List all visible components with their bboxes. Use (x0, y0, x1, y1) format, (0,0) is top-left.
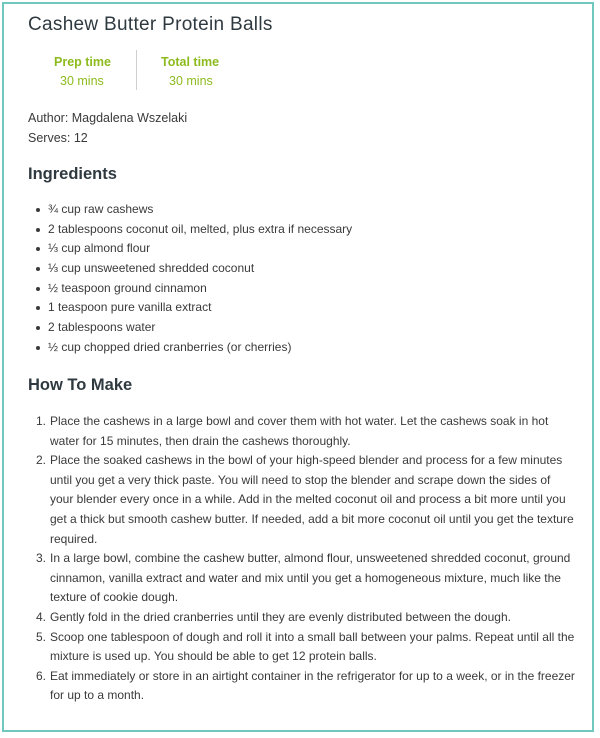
prep-time-label: Prep time (54, 55, 111, 69)
step-text: Eat immediately or store in an airtight container in the refrigerator for up to a week, or in the freezer for up to a month. (50, 668, 575, 703)
total-time-value: 30 mins (169, 74, 213, 88)
ingredients-list (48, 200, 352, 358)
bullet-icon (36, 247, 40, 251)
recipe-times (28, 50, 268, 92)
bullet-icon (36, 346, 40, 350)
step-item (28, 667, 576, 706)
prep-time-value: 30 mins (60, 74, 104, 88)
ingredient-text: 2 tablespoons coconut oil, melted, plus extra if necessary (48, 221, 353, 236)
bullet-icon (36, 267, 40, 271)
bullet-icon (36, 306, 40, 310)
ingredient-text: ⅓ cup unsweetened shredded coconut (48, 261, 255, 276)
ingredient-text: ⅓ cup almond flour (48, 241, 151, 256)
ingredient-text: 2 tablespoons water (48, 320, 156, 335)
recipe-author: Author: Magdalena Wszelaki (28, 111, 188, 125)
recipe-card (2, 2, 594, 732)
step-number: 1. (36, 414, 47, 428)
ingredient-item (48, 338, 352, 358)
ingredient-item (48, 298, 352, 318)
step-number: 5. (36, 629, 47, 644)
step-item (28, 451, 576, 549)
ingredient-item (48, 259, 352, 279)
ingredient-item (48, 200, 352, 220)
ingredient-item (48, 279, 352, 299)
step-text: In a large bowl, combine the cashew butter, almond flour, unsweetened shredded coconut, ground cinnamon, vanilla extract and water and mix until you get a homogeneous mixture, much like the texture of cookie dough. (50, 551, 571, 605)
ingredients-heading: Ingredients (28, 165, 117, 183)
step-text: Gently fold in the dried cranberries until they are evenly distributed between the dough. (50, 609, 511, 624)
bullet-icon (36, 208, 40, 212)
step-item (28, 549, 576, 608)
how-to-make-heading: How To Make (28, 376, 133, 394)
step-text: Place the soaked cashews in the bowl of your high-speed blender and process for a few minutes until you get a very thick paste. You will need to stop the blender and scrape down the sides of your blender every once in a while. Add in the melted coconut oil and process a bit more until you get a thick but smooth cashew butter. If needed, add a bit more coconut oil until you get the texture required. (50, 453, 574, 546)
step-number: 3. (36, 551, 47, 566)
step-text: Place the cashews in a large bowl and cover them with hot water. Let the cashews soak in hot water for 15 minutes, then drain the cashews thoroughly. (50, 414, 549, 448)
step-number: 4. (36, 609, 47, 624)
recipe-serves: Serves: 12 (28, 131, 88, 145)
bullet-icon (36, 228, 40, 232)
ingredient-text: 1 teaspoon pure vanilla extract (48, 300, 212, 315)
step-number: 6. (36, 668, 47, 683)
total-time-label: Total time (161, 55, 220, 69)
time-divider (136, 50, 137, 90)
bullet-icon (36, 326, 40, 330)
ingredient-text: ¾ cup raw cashews (48, 202, 154, 216)
step-item (28, 412, 576, 451)
step-number: 2. (36, 453, 47, 468)
recipe-title: Cashew Butter Protein Balls (28, 14, 273, 35)
bullet-icon (36, 287, 40, 291)
steps-list (28, 412, 576, 706)
ingredient-text: ½ teaspoon ground cinnamon (48, 280, 207, 295)
step-item (28, 608, 576, 628)
ingredient-item (48, 220, 352, 240)
ingredient-item (48, 239, 352, 259)
ingredient-item (48, 318, 352, 338)
step-item (28, 628, 576, 667)
step-text: Scoop one tablespoon of dough and roll it into a small ball between your palms. Repeat until all the mixture is used up. You should be able to get 12 protein balls. (50, 629, 575, 664)
ingredient-text: ½ cup chopped dried cranberries (or cherries) (48, 339, 292, 354)
